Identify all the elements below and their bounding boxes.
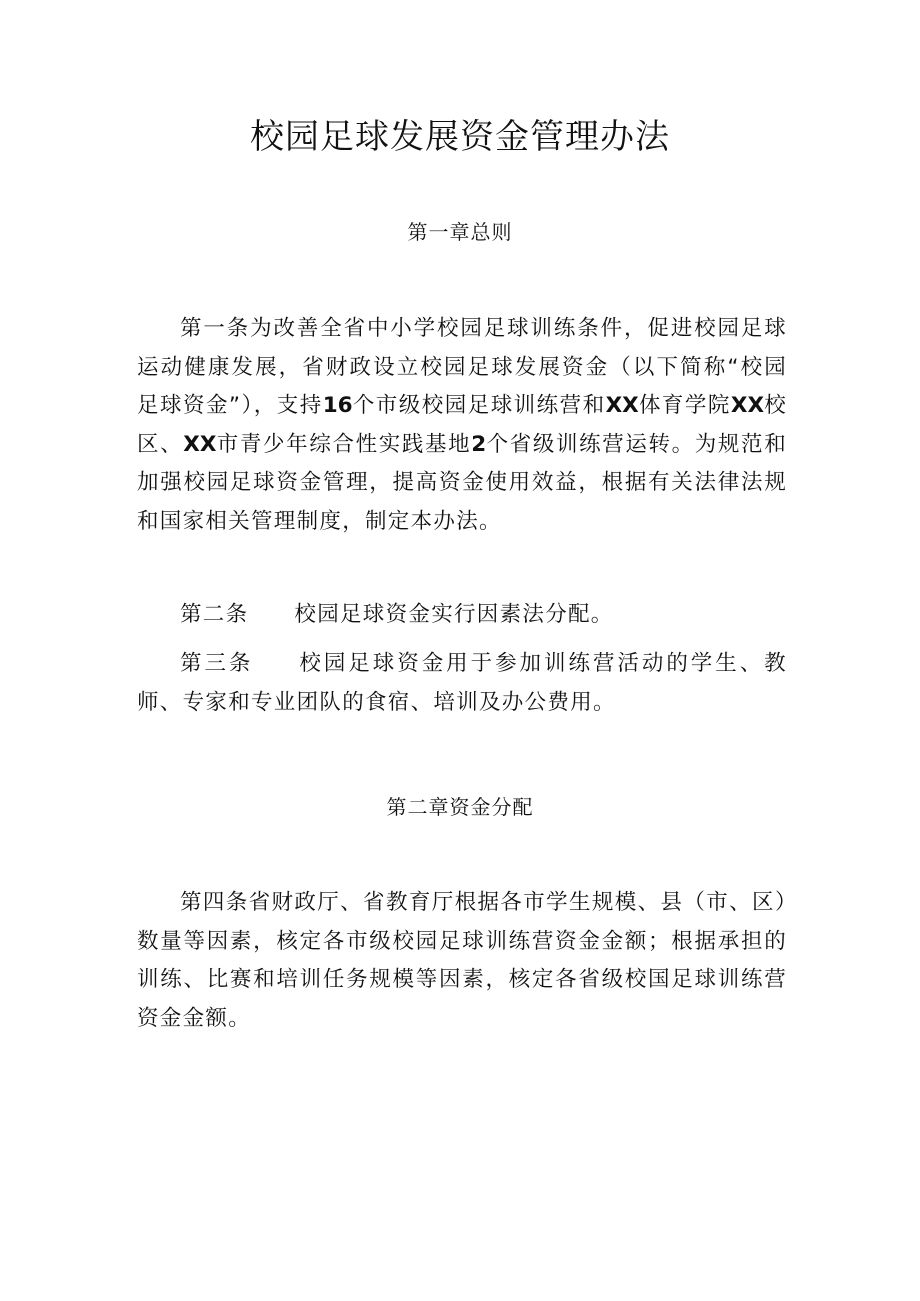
article-3 xyxy=(137,645,787,722)
article-1-placeholder-xx-3: XX xyxy=(183,431,217,457)
article-1-text-e: 市青少年综合性实践基地 xyxy=(216,431,472,457)
article-1-text-c: 体育学院 xyxy=(638,393,731,418)
chapter-heading-general: 第一章总则 xyxy=(407,220,513,244)
article-1-placeholder-xx-1: XX xyxy=(605,393,639,418)
article-1-number-2: 2 xyxy=(471,431,487,457)
article-3-heading: 第三条 xyxy=(180,651,254,676)
article-1-text-b: 个市级校园足球训练营和 xyxy=(352,393,606,418)
chapter-heading-fund-allocation: 第二章资金分配 xyxy=(386,795,534,819)
article-1-text-a: 第一条为改善全省中小学校园足球训练条件，促进校园足球运动健康发展，省财政设立校园足球发展资金（以下简称“校园足球资金”），支持 xyxy=(137,316,787,418)
article-1-text-d: 校区、 xyxy=(137,393,788,457)
document-title: 校园足球发展资金管理办法 xyxy=(250,117,670,157)
article-2-body: 校园足球资金实行因素法分配。 xyxy=(294,602,614,627)
article-4: 第四条省财政厅、省教育厅根据各市学生规模、县（市、区）数量等因素，核定各市级校园足球训练营资金金额；根据承担的训练、比赛和培训任务规模等因素，核定各省级校国足球训练营资金金额。 xyxy=(137,890,787,1031)
article-1 xyxy=(137,310,787,541)
article-2 xyxy=(137,596,787,635)
article-1-text-f: 个省级训练营运转。为规范和加强校园足球资金管理，提高资金使用效益，根据有关法律法规和国家相关管理制度，制定本办法。 xyxy=(137,431,787,534)
article-2-heading: 第二条 xyxy=(180,602,249,627)
article-1-number-16: 16 xyxy=(322,393,353,418)
article-1-placeholder-xx-2: XX xyxy=(730,393,765,418)
article-3-body: 校园足球资金用于参加训练营活动的学生、教师、专家和专业团队的食宿、培训及办公费用。 xyxy=(137,651,787,715)
